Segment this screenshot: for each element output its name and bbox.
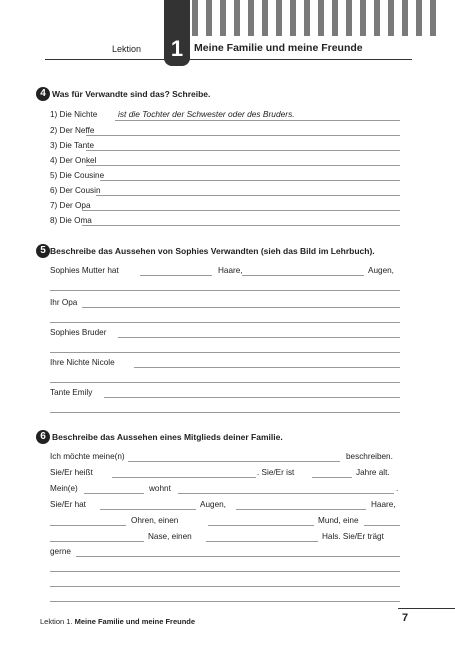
ex6-answer-line[interactable] (312, 477, 352, 478)
footer-lektion: Lektion 1. (40, 617, 73, 626)
ex5-label: Augen, (368, 266, 394, 275)
ex5-person: Tante Emily (50, 388, 93, 397)
ex4-answer-line[interactable] (86, 150, 400, 151)
footer-text (40, 617, 195, 626)
ex6-answer-line[interactable] (128, 461, 340, 462)
ex6-answer-line[interactable] (100, 509, 196, 510)
ex4-item: 8) Die Oma (50, 216, 92, 225)
ex6-answer-line[interactable] (50, 586, 400, 587)
ex4-answer-line[interactable] (100, 180, 400, 181)
lektion-label: Lektion (112, 44, 142, 54)
ex6-text: . Sie/Er ist (257, 468, 295, 477)
ex5-answer-line[interactable] (50, 290, 400, 291)
ex6-answer-line[interactable] (50, 541, 144, 542)
ex6-text: Ohren, einen (131, 516, 179, 525)
ex4-item: 5) Die Cousine (50, 171, 105, 180)
ex5-answer-line[interactable] (118, 337, 400, 338)
ex6-answer-line[interactable] (50, 601, 400, 602)
ex5-label: Haare, (218, 266, 243, 275)
ex4-item: 7) Der Opa (50, 201, 91, 210)
ex4-answer-line[interactable] (86, 165, 400, 166)
ex6-text: Sie/Er hat (50, 500, 86, 509)
ex6-text: Mund, eine (318, 516, 359, 525)
ex5-person: Sophies Bruder (50, 328, 107, 337)
ex6-answer-line[interactable] (50, 571, 400, 572)
ex6-answer-line[interactable] (364, 525, 400, 526)
ex5-answer-line[interactable] (104, 397, 400, 398)
ex6-answer-line[interactable] (208, 525, 314, 526)
exercise-6-number: 6 (36, 430, 50, 444)
footer-rule (398, 608, 455, 609)
ex5-answer-line[interactable] (134, 367, 400, 368)
chapter-title: Meine Familie und meine Freunde (194, 42, 363, 54)
exercise-4-number: 4 (36, 87, 50, 101)
ex6-text: wohnt (149, 484, 171, 493)
ex4-answer-line[interactable] (86, 135, 400, 136)
ex6-text: Ich möchte meine(n) (50, 452, 125, 461)
ex6-answer-line[interactable] (84, 493, 144, 494)
ex6-text: Hals. Sie/Er trägt (322, 532, 384, 541)
ex6-text: Nase, einen (148, 532, 192, 541)
ex5-answer-line[interactable] (50, 322, 400, 323)
ex4-answer-line[interactable] (82, 225, 400, 226)
header-rule (45, 59, 412, 60)
ex6-text: Haare, (371, 500, 396, 509)
exercise-6-title: Beschreibe das Aussehen eines Mitglieds deiner Familie. (52, 432, 283, 442)
ex6-answer-line[interactable] (178, 493, 394, 494)
ex4-answer-line[interactable] (82, 210, 400, 211)
ex4-answer-line[interactable] (96, 195, 400, 196)
page-number: 7 (402, 612, 409, 624)
ex6-text: beschreiben. (346, 452, 393, 461)
ex5-person: Ihr Opa (50, 298, 78, 307)
ex6-answer-line[interactable] (112, 477, 256, 478)
ex6-text: Jahre alt. (356, 468, 390, 477)
ex5-answer-line[interactable] (140, 275, 212, 276)
ex4-item: 4) Der Onkel (50, 156, 97, 165)
ex6-text: Mein(e) (50, 484, 78, 493)
ex5-answer-line[interactable] (242, 275, 364, 276)
exercise-5-title: Beschreibe das Aussehen von Sophies Verwandten (sieh das Bild im Lehrbuch). (50, 246, 375, 256)
ex5-answer-line[interactable] (82, 307, 400, 308)
ex6-answer-line[interactable] (50, 525, 126, 526)
ex4-answer-line[interactable] (115, 120, 400, 121)
ex4-answer-1: ist die Tochter der Schwester oder des Bruders. (118, 109, 295, 119)
ex6-answer-line[interactable] (236, 509, 366, 510)
ex6-text: Augen, (200, 500, 226, 509)
ex5-answer-line[interactable] (50, 352, 400, 353)
header-stripes (170, 0, 455, 38)
ex6-answer-line[interactable] (206, 541, 318, 542)
ex5-label: Sophies Mutter hat (50, 266, 119, 275)
exercise-4-title: Was für Verwandte sind das? Schreibe. (52, 89, 211, 99)
ex4-item: 6) Der Cousin (50, 186, 101, 195)
footer-title: Meine Familie und meine Freunde (74, 617, 196, 626)
ex4-item: 2) Der Neffe (50, 126, 95, 135)
ex6-text: Sie/Er heißt (50, 468, 93, 477)
ex5-answer-line[interactable] (50, 382, 400, 383)
ex4-item: 3) Die Tante (50, 141, 94, 150)
ex4-item: 1) Die Nichte (50, 110, 98, 119)
ex6-text: . (396, 484, 399, 493)
ex5-person: Ihre Nichte Nicole (50, 358, 115, 367)
ex6-text: gerne (50, 547, 71, 556)
ex6-answer-line[interactable] (76, 556, 400, 557)
ex5-answer-line[interactable] (50, 412, 400, 413)
lektion-number-tab: 1 (164, 0, 190, 66)
exercise-5-number: 5 (36, 244, 50, 258)
